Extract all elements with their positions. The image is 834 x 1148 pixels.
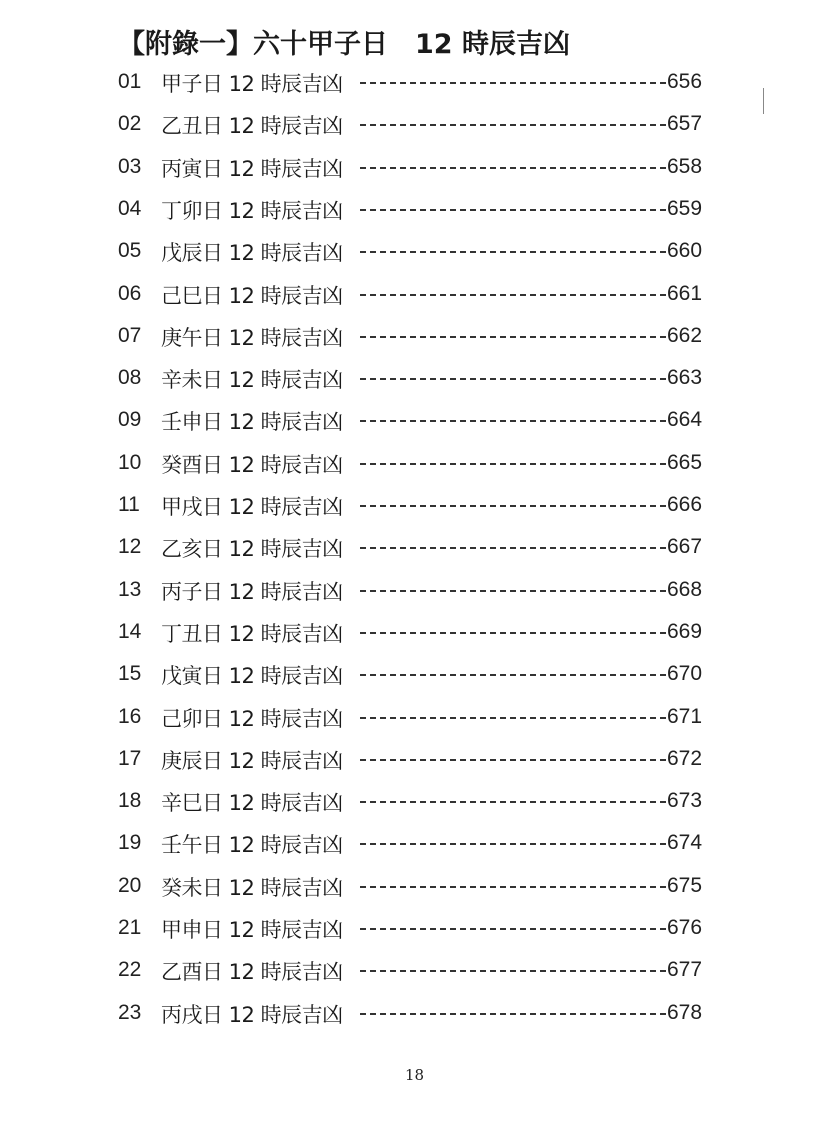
toc-entry-page: 669 [667,619,703,643]
toc-entry-number: 04 [118,196,142,220]
toc-entry-number: 14 [118,619,142,643]
toc-entry-page: 672 [667,746,703,770]
toc-entry-label: 辛未日 12 時辰吉凶 [161,368,343,393]
toc-entry-label: 庚辰日 12 時辰吉凶 [161,748,343,773]
dot-leader [360,674,666,676]
toc-entry-number: 10 [118,450,142,474]
toc-entry-label: 壬午日 12 時辰吉凶 [161,833,343,858]
toc-entry [0,570,834,612]
toc-entry-page: 664 [667,408,703,432]
toc-entry-page: 674 [667,831,703,855]
toc-entry-label: 甲申日 12 時辰吉凶 [161,918,343,942]
toc-entry-number: 02 [118,112,142,136]
toc-entry-number: 09 [118,408,142,432]
toc-entry-page: 673 [667,789,703,813]
toc-entry [0,527,834,569]
toc-entry-page: 665 [667,450,703,474]
toc-entry [0,147,834,189]
dot-leader [360,209,666,211]
dot-leader [360,547,666,549]
toc-entry [0,316,834,358]
dot-leader [360,632,666,634]
toc-entry [0,654,834,696]
dot-leader [360,124,666,126]
dot-leader [360,378,666,380]
dot-leader [360,463,666,465]
toc-entry-number: 08 [118,366,142,390]
toc-entry [0,823,834,865]
toc-entry-page: 657 [667,112,703,136]
toc-entry-number: 11 [118,493,140,516]
toc-entry-label: 丁卯日 12 時辰吉凶 [161,198,343,223]
toc-entry [0,866,834,908]
toc-entry [0,231,834,273]
toc-entry-page: 663 [667,366,703,390]
dot-leader [360,970,666,972]
toc-entry [0,104,834,146]
toc-entry [0,950,834,992]
dot-leader [360,1013,666,1015]
toc-entry-number: 06 [118,281,142,305]
toc-entry [0,274,834,316]
page-footer-number: 18 [405,1066,425,1084]
toc-entry-label: 乙丑日 12 時辰吉凶 [161,114,343,139]
dot-leader [360,420,666,422]
toc-entry-page: 656 [667,70,703,93]
toc-entry [0,400,834,442]
toc-entry-label: 辛巳日 12 時辰吉凶 [161,791,343,816]
dot-leader [360,251,666,253]
toc-entry-number: 05 [118,239,142,263]
toc-entry [0,358,834,400]
toc-entry-number: 15 [118,662,142,686]
toc-entry-number: 01 [118,70,142,93]
toc-entry [0,189,834,231]
toc-entry [0,908,834,950]
toc-entry-number: 18 [118,789,142,813]
toc-entry-label: 庚午日 12 時辰吉凶 [161,325,343,350]
toc-entry [0,781,834,823]
toc-entry-number: 23 [118,1000,142,1024]
toc-entry-page: 670 [667,662,703,686]
toc-entry-number: 22 [118,958,142,982]
toc-entry-number: 12 [118,535,142,559]
toc-entry-label: 己卯日 12 時辰吉凶 [161,706,343,731]
toc-entry [0,739,834,781]
dot-leader [360,759,666,761]
dot-leader [360,294,666,296]
dot-leader [360,801,666,803]
toc-entry-label: 己巳日 12 時辰吉凶 [161,283,343,308]
dot-leader [360,717,666,719]
toc-entry-page: 658 [667,154,703,178]
toc-entry-label: 丙寅日 12 時辰吉凶 [161,156,343,181]
toc-entry-number: 17 [118,746,142,770]
dot-leader [360,82,666,84]
toc-entry-label: 癸酉日 12 時辰吉凶 [161,452,343,477]
toc-entry-page: 678 [667,1000,703,1024]
toc-entry [0,62,834,104]
toc-entry-label: 癸未日 12 時辰吉凶 [161,875,343,900]
toc-entry-page: 661 [667,281,703,305]
toc-entry [0,697,834,739]
toc-entry-label: 乙亥日 12 時辰吉凶 [161,537,343,562]
toc-entry-page: 676 [667,916,703,939]
toc-entry [0,612,834,654]
dot-leader [360,505,666,507]
toc-entry-label: 丙戌日 12 時辰吉凶 [161,1002,343,1027]
toc-entry-number: 19 [118,831,142,855]
toc-entry-label: 戊寅日 12 時辰吉凶 [161,664,343,689]
toc-entry-page: 675 [667,873,703,897]
dot-leader [360,928,666,930]
toc-entry-page: 662 [667,323,703,347]
dot-leader [360,590,666,592]
toc-entry [0,485,834,527]
dot-leader [360,843,666,845]
toc-entry-page: 677 [667,958,703,982]
toc-entry-label: 丙子日 12 時辰吉凶 [161,579,343,604]
toc-entry-number: 20 [118,873,142,897]
toc-entry-label: 戊辰日 12 時辰吉凶 [161,241,343,266]
toc-entry-page: 671 [667,704,703,728]
toc-entry-number: 13 [118,577,142,601]
dot-leader [360,167,666,169]
dot-leader [360,336,666,338]
toc-entry [0,993,834,1035]
dot-leader [360,886,666,888]
toc-entry-number: 07 [118,323,142,347]
toc-entry-label: 甲戌日 12 時辰吉凶 [161,495,343,519]
toc-entry-label: 壬申日 12 時辰吉凶 [161,410,343,435]
toc-entry-page: 666 [667,493,703,516]
toc-entry-page: 659 [667,196,703,220]
toc-entry-label: 乙酉日 12 時辰吉凶 [161,960,343,985]
toc-entry-number: 21 [118,916,142,939]
toc-entry [0,443,834,485]
page-title: 【附錄一】六十甲子日 12 時辰吉凶 [118,29,570,60]
toc-entry-label: 甲子日 12 時辰吉凶 [161,72,343,96]
toc-entry-page: 660 [667,239,703,263]
toc-entry-page: 667 [667,535,703,559]
toc-entry-page: 668 [667,577,703,601]
toc-entry-number: 16 [118,704,142,728]
toc-entry-label: 丁丑日 12 時辰吉凶 [161,621,343,646]
toc-entry-number: 03 [118,154,142,178]
